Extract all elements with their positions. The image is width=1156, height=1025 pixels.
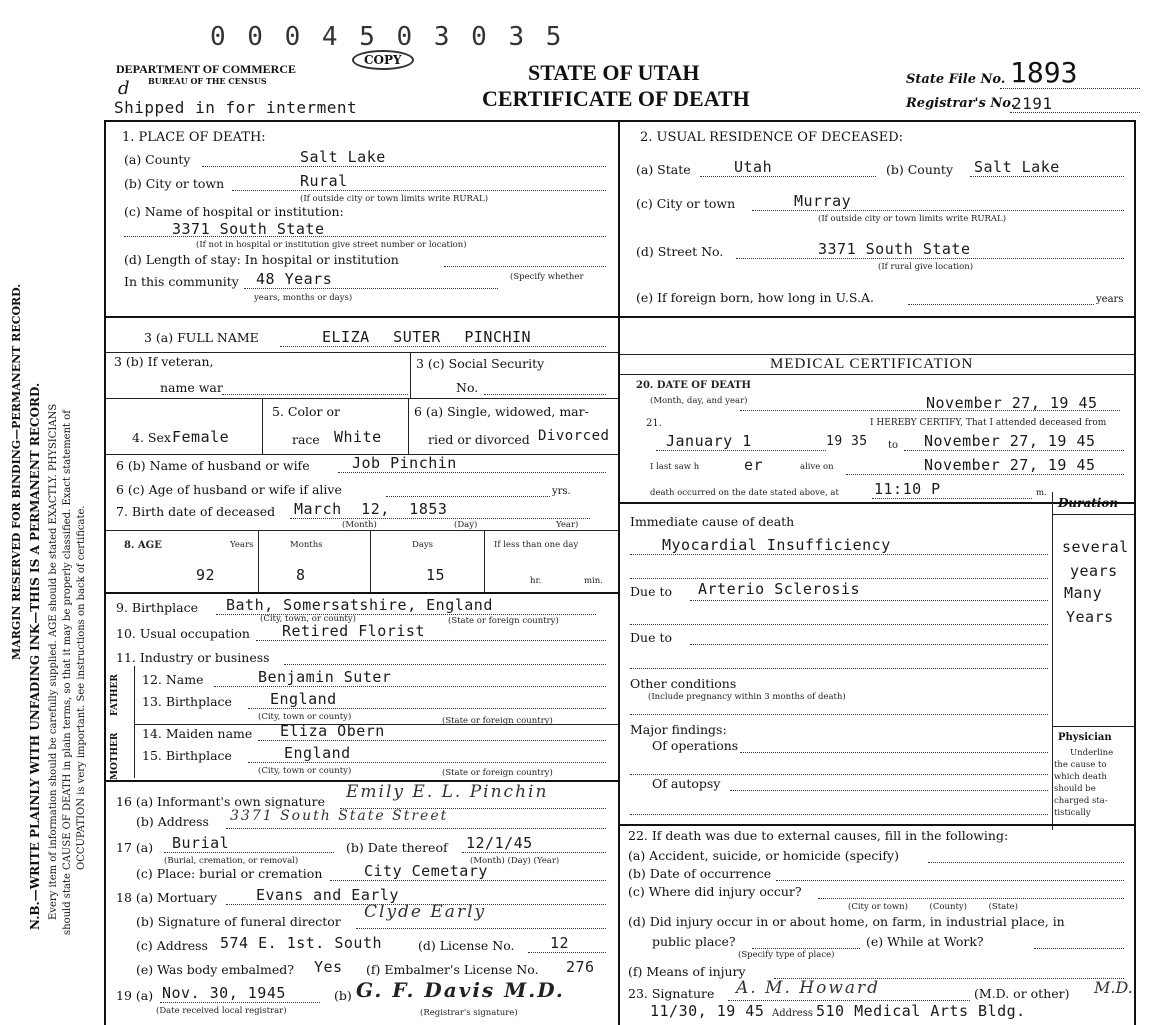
immediate-cause-value: Myocardial Insufficiency bbox=[662, 536, 891, 554]
mortuary-value: Evans and Early bbox=[256, 886, 399, 904]
md-value: M.D. bbox=[1094, 978, 1133, 997]
specify-note: (Specify whether bbox=[510, 272, 584, 282]
dod-label: 20. DATE OF DEATH bbox=[636, 380, 751, 391]
mother-tag: MOTHER bbox=[110, 732, 120, 780]
birthplace-note-state: (State or foreign country) bbox=[448, 616, 559, 626]
res-county-label: (b) County bbox=[886, 162, 954, 177]
foreign-label: (e) If foreign born, how long in U.S.A. bbox=[636, 290, 874, 305]
registrar-value: 2191 bbox=[1012, 94, 1053, 113]
major-findings-label: Major findings: bbox=[630, 722, 727, 737]
signature-label: 23. Signature bbox=[628, 986, 715, 1001]
age-less-col: If less than one day bbox=[494, 540, 579, 550]
burial-place-value: City Cemetary bbox=[364, 862, 488, 880]
age-label: 8. AGE bbox=[124, 540, 162, 551]
dod-note: (Month, day, and year) bbox=[650, 396, 748, 406]
mother-birthplace-label: 15. Birthplace bbox=[142, 748, 232, 763]
attend-from-year: 19 35 bbox=[826, 434, 868, 449]
father-bp-note-city: (City, town or county) bbox=[258, 712, 352, 722]
physician-label: Physician bbox=[1058, 732, 1112, 743]
hospital-note: (If not in hospital or institution give street number or location) bbox=[196, 240, 467, 250]
state-title: STATE OF UTAH bbox=[528, 60, 700, 85]
place-heading: 1. PLACE OF DEATH: bbox=[122, 130, 266, 145]
due-to-1-value: Arterio Sclerosis bbox=[698, 580, 861, 598]
state-file-label: State File No. bbox=[906, 72, 1006, 87]
disposal-value: Burial bbox=[172, 834, 230, 852]
burial-place-label: (c) Place: burial or cremation bbox=[136, 866, 323, 881]
hospital-label: (c) Name of hospital or institution: bbox=[124, 204, 344, 219]
physician-note-4: should be bbox=[1054, 784, 1096, 794]
spouse-label: 6 (b) Name of husband or wife bbox=[116, 458, 310, 473]
death-occurred-label: death occurred on the date stated above, at bbox=[650, 488, 839, 498]
duration-1b: years bbox=[1070, 562, 1118, 580]
age-days-value: 15 bbox=[426, 566, 446, 584]
license-label: (d) License No. bbox=[418, 938, 515, 953]
cert-address-label: Address bbox=[772, 1008, 813, 1019]
res-city-value: Murray bbox=[794, 192, 852, 210]
death-city-note: (If outside city or town limits write RURAL) bbox=[300, 194, 489, 204]
occupation-value: Retired Florist bbox=[282, 622, 425, 640]
physician-signature: A. M. Howard bbox=[736, 978, 881, 998]
spouse-age-label: 6 (c) Age of husband or wife if alive bbox=[116, 482, 342, 497]
received-value: Nov. 30, 1945 bbox=[162, 984, 286, 1002]
external-c-note: (City or town) (County) (State) bbox=[848, 902, 1018, 912]
birthplace-label: 9. Birthplace bbox=[116, 600, 198, 615]
attend-to-label: to bbox=[888, 440, 899, 451]
other-conditions-note: (Include pregnancy within 3 months of death) bbox=[648, 692, 846, 702]
mother-name-label: 14. Maiden name bbox=[142, 726, 253, 741]
death-county-label: (a) County bbox=[124, 152, 191, 167]
veteran-label: 3 (b) If veteran, bbox=[114, 354, 214, 369]
marital-label: 6 (a) Single, widowed, mar- bbox=[414, 404, 589, 419]
informant-signature: Emily E. L. Pinchin bbox=[346, 782, 549, 802]
margin-instruction-2: should state CAUSE OF DEATH in plain terms, so that it may be properly classified. Exact statement of bbox=[62, 410, 73, 935]
disposal-label: 17 (a) bbox=[116, 840, 154, 855]
embalmer-value: 276 bbox=[566, 958, 595, 976]
cert-label: 21. bbox=[646, 418, 662, 429]
death-city-value: Rural bbox=[300, 172, 348, 190]
cert-address: 510 Medical Arts Bldg. bbox=[816, 1002, 1026, 1020]
department-name: DEPARTMENT OF COMMERCE bbox=[116, 62, 297, 76]
margin-instruction-3: OCCUPATION is very important. See instructions on back of certificate. bbox=[76, 505, 87, 870]
disposal-date-note: (Month) (Day) (Year) bbox=[470, 856, 560, 866]
community-value: 48 Years bbox=[256, 270, 333, 288]
department-mark: d bbox=[118, 78, 130, 99]
disposal-date-label: (b) Date thereof bbox=[346, 840, 448, 855]
margin-ink-note: N.B.—WRITE PLAINLY WITH UNFADING INK—THIS IS A PERMANENT RECORD. bbox=[28, 382, 42, 930]
immediate-cause-label: Immediate cause of death bbox=[630, 514, 795, 529]
registrar-signature: G. F. Davis M.D. bbox=[356, 978, 565, 1002]
external-f: (f) Means of injury bbox=[628, 964, 746, 979]
physician-note-6: tistically bbox=[1054, 808, 1091, 818]
informant-address-label: (b) Address bbox=[136, 814, 209, 829]
age-months-value: 8 bbox=[296, 566, 306, 584]
external-d2: public place? bbox=[652, 934, 736, 949]
occupation-label: 10. Usual occupation bbox=[116, 626, 250, 641]
marital-label-2: ried or divorced bbox=[428, 432, 530, 447]
registrar-label: Registrar's No. bbox=[906, 96, 1016, 111]
embalmed-label: (e) Was body embalmed? bbox=[136, 962, 294, 977]
hospital-value: 3371 South State bbox=[172, 220, 325, 238]
disposal-date-value: 12/1/45 bbox=[466, 834, 533, 852]
mother-bp-note-city: (City, town or county) bbox=[258, 766, 352, 776]
external-c: (c) Where did injury occur? bbox=[628, 884, 802, 899]
disposal-note: (Burial, cremation, or removal) bbox=[164, 856, 299, 866]
medical-heading: MEDICAL CERTIFICATION bbox=[770, 356, 974, 372]
physician-note-3: which death bbox=[1054, 772, 1107, 782]
operations-label: Of operations bbox=[652, 738, 739, 753]
father-birthplace-value: England bbox=[270, 690, 337, 708]
res-street-value: 3371 South State bbox=[818, 240, 971, 258]
death-time-m: m. bbox=[1036, 488, 1047, 498]
marital-value: Divorced bbox=[538, 428, 610, 444]
full-name-value: ELIZA SUTER PINCHIN bbox=[322, 328, 532, 346]
community-label: In this community bbox=[124, 274, 239, 289]
copy-stamp: COPY bbox=[352, 50, 414, 70]
informant-sig-label: 16 (a) Informant's own signature bbox=[116, 794, 325, 809]
other-conditions-label: Other conditions bbox=[630, 676, 737, 691]
physician-note-2: the cause to bbox=[1054, 760, 1107, 770]
received-note: (Date received local registrar) bbox=[156, 1006, 287, 1016]
director-label: (b) Signature of funeral director bbox=[136, 914, 341, 929]
father-tag: FATHER bbox=[110, 674, 120, 716]
color-label: 5. Color or bbox=[272, 404, 340, 419]
res-city-label: (c) City or town bbox=[636, 196, 736, 211]
father-bp-note-state: (State or foreign country) bbox=[442, 716, 553, 726]
father-name-value: Benjamin Suter bbox=[258, 668, 392, 686]
mother-name-value: Eliza Obern bbox=[280, 722, 385, 740]
last-saw-date: November 27, 19 45 bbox=[924, 456, 1096, 474]
foreign-years-label: years bbox=[1096, 294, 1124, 305]
birth-month-note: (Month) bbox=[342, 520, 377, 530]
spouse-value: Job Pinchin bbox=[352, 454, 457, 472]
received-label: 19 (a) bbox=[116, 988, 154, 1003]
external-e: (e) While at Work? bbox=[866, 934, 984, 949]
external-d: (d) Did injury occur in or about home, on farm, in industrial place, in bbox=[628, 914, 1065, 929]
last-saw-label: I last saw h bbox=[650, 462, 700, 472]
age-min-label: min. bbox=[584, 576, 603, 586]
external-a: (a) Accident, suicide, or homicide (specify) bbox=[628, 848, 899, 863]
death-city-label: (b) City or town bbox=[124, 176, 225, 191]
birth-date-label: 7. Birth date of deceased bbox=[116, 504, 276, 519]
license-value: 12 bbox=[550, 934, 570, 952]
residence-heading: 2. USUAL RESIDENCE OF DECEASED: bbox=[640, 130, 904, 145]
informant-address: 3371 South State Street bbox=[230, 808, 449, 824]
age-days-col: Days bbox=[412, 540, 434, 550]
physician-note-5: charged sta- bbox=[1054, 796, 1108, 806]
death-time: 11:10 P bbox=[874, 480, 941, 498]
external-b: (b) Date of occurrence bbox=[628, 866, 772, 881]
race-value: White bbox=[334, 428, 382, 446]
specify-note-2: years, months or days) bbox=[254, 293, 353, 303]
margin-binding-note: MARGIN RESERVED FOR BINDING—PERMANENT RECORD. bbox=[10, 283, 23, 660]
external-d-note: (Specify type of place) bbox=[738, 950, 835, 960]
mother-bp-note-state: (State or foreign country) bbox=[442, 768, 553, 778]
stay-label: (d) Length of stay: In hospital or institution bbox=[124, 252, 399, 267]
certificate-title: CERTIFICATE OF DEATH bbox=[482, 86, 750, 111]
birthplace-value: Bath, Somersatshire, England bbox=[226, 596, 493, 614]
md-label: (M.D. or other) bbox=[974, 986, 1070, 1001]
due-to-1-label: Due to bbox=[630, 584, 672, 599]
last-saw-her: er bbox=[744, 456, 764, 474]
age-months-col: Months bbox=[290, 540, 323, 550]
name-war-label: name war bbox=[160, 380, 223, 395]
duration-1a: several bbox=[1062, 538, 1129, 556]
state-file-value: 1893 bbox=[1010, 56, 1078, 89]
age-years-value: 92 bbox=[196, 566, 216, 584]
res-state-label: (a) State bbox=[636, 162, 691, 177]
autopsy-label: Of autopsy bbox=[652, 776, 721, 791]
alive-on-label: alive on bbox=[800, 462, 834, 472]
sex-value: Female bbox=[172, 428, 230, 446]
res-state-value: Utah bbox=[734, 158, 773, 176]
dod-value: November 27, 19 45 bbox=[926, 394, 1098, 412]
birth-date-value: March 12, 1853 bbox=[294, 500, 448, 518]
social-security-label: 3 (c) Social Security bbox=[416, 356, 545, 371]
res-city-note: (If outside city or town limits write RURAL) bbox=[818, 214, 1007, 224]
birth-day-note: (Day) bbox=[454, 520, 478, 530]
due-to-2-label: Due to bbox=[630, 630, 672, 645]
duration-2b: Years bbox=[1066, 608, 1114, 626]
age-years-col: Years bbox=[230, 540, 254, 550]
duration-label: Duration bbox=[1058, 496, 1119, 510]
mortuary-address-label: (c) Address bbox=[136, 938, 208, 953]
mortuary-address-value: 574 E. 1st. South bbox=[220, 934, 383, 952]
sex-label: 4. Sex bbox=[132, 430, 171, 445]
physician-note-1: Underline bbox=[1070, 748, 1114, 758]
embalmer-label: (f) Embalmer's License No. bbox=[366, 962, 539, 977]
ss-no-label: No. bbox=[456, 380, 479, 395]
director-signature: Clyde Early bbox=[364, 902, 487, 922]
birthplace-note-city: (City, town, or county) bbox=[260, 614, 356, 624]
margin-instruction-1: Every item of information should be carefully supplied. AGE should be stated EXACTLY. PHYSICIANS bbox=[48, 403, 59, 920]
spouse-yrs-label: yrs. bbox=[552, 486, 571, 497]
father-birthplace-label: 13. Birthplace bbox=[142, 694, 232, 709]
embalmed-value: Yes bbox=[314, 958, 343, 976]
father-name-label: 12. Name bbox=[142, 672, 204, 687]
birth-year-note: Year) bbox=[556, 520, 579, 530]
full-name-label: 3 (a) FULL NAME bbox=[144, 330, 259, 345]
race-label: race bbox=[292, 432, 320, 447]
mortuary-label: 18 (a) Mortuary bbox=[116, 890, 217, 905]
res-county-value: Salt Lake bbox=[974, 158, 1060, 176]
duration-2a: Many bbox=[1064, 584, 1103, 602]
cert-text: I HEREBY CERTIFY, That I attended deceased from bbox=[870, 418, 1107, 428]
mother-birthplace-value: England bbox=[284, 744, 351, 762]
document-number: 0 0 0 4 5 0 3 0 3 5 bbox=[210, 22, 565, 52]
res-street-note: (If rural give location) bbox=[878, 262, 974, 272]
death-county-value: Salt Lake bbox=[300, 148, 386, 166]
shipped-note: Shipped in for interment bbox=[114, 98, 358, 117]
cert-date: 11/30, 19 45 bbox=[650, 1002, 765, 1020]
bureau-name: BUREAU OF THE CENSUS bbox=[148, 76, 267, 86]
attend-to-value: November 27, 19 45 bbox=[924, 432, 1096, 450]
res-street-label: (d) Street No. bbox=[636, 244, 724, 259]
registrar-sig-label: (b) bbox=[334, 988, 352, 1003]
age-hr-label: hr. bbox=[530, 576, 542, 586]
industry-label: 11. Industry or business bbox=[116, 650, 270, 665]
attend-from-value: January 1 bbox=[666, 432, 752, 450]
registrar-sig-note: (Registrar's signature) bbox=[420, 1008, 518, 1018]
external-heading: 22. If death was due to external causes, fill in the following: bbox=[628, 828, 1009, 843]
